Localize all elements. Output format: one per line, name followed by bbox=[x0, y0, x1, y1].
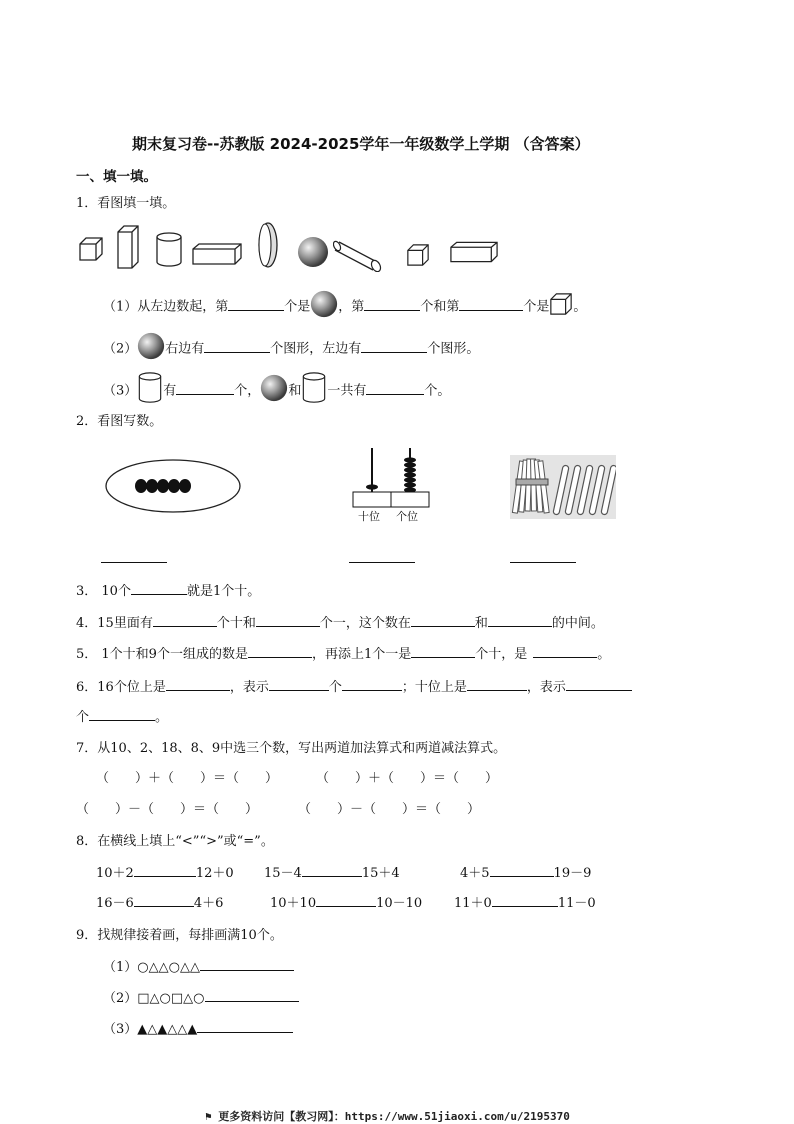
sphere-icon bbox=[260, 374, 288, 408]
answer-blank[interactable] bbox=[566, 677, 632, 691]
answer-blank[interactable] bbox=[364, 297, 420, 311]
answer-blank[interactable] bbox=[411, 613, 475, 627]
section-heading-fill: 一、填一填。 bbox=[76, 169, 157, 185]
answer-blank[interactable] bbox=[366, 381, 424, 395]
answer-blank[interactable] bbox=[166, 677, 230, 691]
answer-blank[interactable] bbox=[101, 562, 167, 563]
answer-blank[interactable] bbox=[533, 644, 597, 658]
flag-icon: ⚑ bbox=[205, 1110, 212, 1123]
question-3: 3． 10个 就是1个十。 bbox=[76, 580, 260, 599]
question-1-part-3: （3） 有 个， 和 一共有 个。 bbox=[103, 372, 450, 410]
subtraction-template-2: （ ）－（ ）＝（ ） bbox=[298, 802, 481, 817]
compare-item: 15－4 15＋4 bbox=[264, 862, 400, 881]
question-6-line-2: 个 。 bbox=[76, 706, 168, 725]
answer-blank[interactable] bbox=[411, 644, 475, 658]
question-1-part-2: （2） 右边有 个图形，左边有 个图形。 bbox=[103, 332, 479, 366]
sticks-bundle-image bbox=[510, 455, 616, 519]
compare-item: 11＋0 11－0 bbox=[454, 892, 596, 911]
answer-blank[interactable] bbox=[492, 893, 558, 907]
cylinder-icon bbox=[137, 372, 163, 410]
addition-template-2: （ ）＋（ ）＝（ ） bbox=[316, 771, 499, 786]
answer-blank[interactable] bbox=[228, 297, 284, 311]
sphere-icon bbox=[297, 236, 329, 268]
question-4: 4．15里面有 个十和 个一，这个数在 和 的中间。 bbox=[76, 612, 604, 631]
compare-item: 10＋10 10－10 bbox=[270, 892, 422, 911]
answer-blank[interactable] bbox=[248, 644, 312, 658]
answer-blank[interactable] bbox=[488, 613, 552, 627]
disc-icon bbox=[255, 221, 281, 269]
answer-blank[interactable] bbox=[134, 893, 194, 907]
answer-blank[interactable] bbox=[256, 613, 320, 627]
question-2-label: 2．看图写数。 bbox=[76, 414, 163, 429]
answer-blank[interactable] bbox=[269, 677, 329, 691]
cube-icon bbox=[549, 292, 573, 322]
answer-blank[interactable] bbox=[197, 1019, 293, 1033]
answer-blank[interactable] bbox=[302, 863, 362, 877]
pattern-2: （2）□△○□△○ bbox=[103, 987, 299, 1006]
footer-link[interactable] bbox=[205, 1108, 570, 1124]
question-7-label: 7．从10、2、18、8、9中选三个数，写出两道加法算式和两道减法算式。 bbox=[76, 741, 507, 756]
answer-blank[interactable] bbox=[342, 677, 402, 691]
compare-item: 16－6 4＋6 bbox=[96, 892, 223, 911]
cuboid-tall-icon bbox=[116, 224, 140, 270]
footer-text: 更多资料访问【教习网】：https://www.51jiaoxi.com/u/2195370 bbox=[218, 1110, 570, 1123]
cylinder-icon bbox=[301, 372, 327, 410]
page-title: 期末复习卷--苏教版 2024-2025学年一年级数学上学期 （含答案） bbox=[132, 135, 590, 153]
answer-blank[interactable] bbox=[131, 581, 187, 595]
question-9-label: 9．找规律接着画，每排画满10个。 bbox=[76, 928, 283, 943]
pattern-1: （1）○△△○△△ bbox=[103, 956, 294, 975]
question-8-label: 8．在横线上填上“<”“>”或“=”。 bbox=[76, 834, 274, 849]
answer-blank[interactable] bbox=[134, 863, 196, 877]
beads-oval-image bbox=[104, 458, 242, 514]
abacus-tens-label: 十位 bbox=[358, 510, 380, 523]
answer-blank[interactable] bbox=[361, 339, 427, 353]
abacus-ones-label: 个位 bbox=[396, 510, 418, 523]
sphere-icon bbox=[310, 290, 338, 324]
cuboid-flat-icon bbox=[191, 242, 243, 266]
question-1-label: 1．看图填一填。 bbox=[76, 196, 176, 211]
cylinder-lying-icon bbox=[333, 238, 387, 272]
question-1-part-1: （1）从左边数起，第 个是 ，第 个和第 个是 。 bbox=[103, 290, 586, 324]
answer-blank[interactable] bbox=[153, 613, 217, 627]
answer-blank[interactable] bbox=[176, 381, 234, 395]
question-5: 5． 1个十和9个一组成的数是 ，再添上1个一是 个十，是 。 bbox=[76, 643, 610, 662]
abacus-image bbox=[352, 446, 432, 508]
question-6-line-1: 6．16个位上是 ，表示 个 ；十位上是 ，表示 bbox=[76, 676, 632, 695]
answer-blank[interactable] bbox=[316, 893, 376, 907]
answer-blank[interactable] bbox=[459, 297, 523, 311]
answer-blank[interactable] bbox=[89, 707, 155, 721]
answer-blank[interactable] bbox=[490, 863, 554, 877]
compare-item: 10＋2 12＋0 bbox=[96, 862, 234, 881]
answer-blank[interactable] bbox=[200, 957, 294, 971]
answer-blank[interactable] bbox=[204, 339, 270, 353]
answer-blank[interactable] bbox=[205, 988, 299, 1002]
answer-blank[interactable] bbox=[467, 677, 527, 691]
cuboid-flat-icon bbox=[449, 240, 499, 264]
cube-icon bbox=[78, 236, 104, 262]
addition-template-1: （ ）＋（ ）＝（ ） bbox=[96, 771, 279, 786]
subtraction-template-1: （ ）－（ ）＝（ ） bbox=[76, 802, 259, 817]
pattern-3: （3）▲△▲△△▲ bbox=[103, 1018, 293, 1037]
answer-blank[interactable] bbox=[349, 562, 415, 563]
compare-item: 4＋5 19－9 bbox=[460, 862, 591, 881]
sphere-icon bbox=[137, 332, 165, 366]
cube-icon bbox=[406, 242, 430, 268]
cylinder-icon bbox=[155, 232, 183, 268]
answer-blank[interactable] bbox=[510, 562, 576, 563]
